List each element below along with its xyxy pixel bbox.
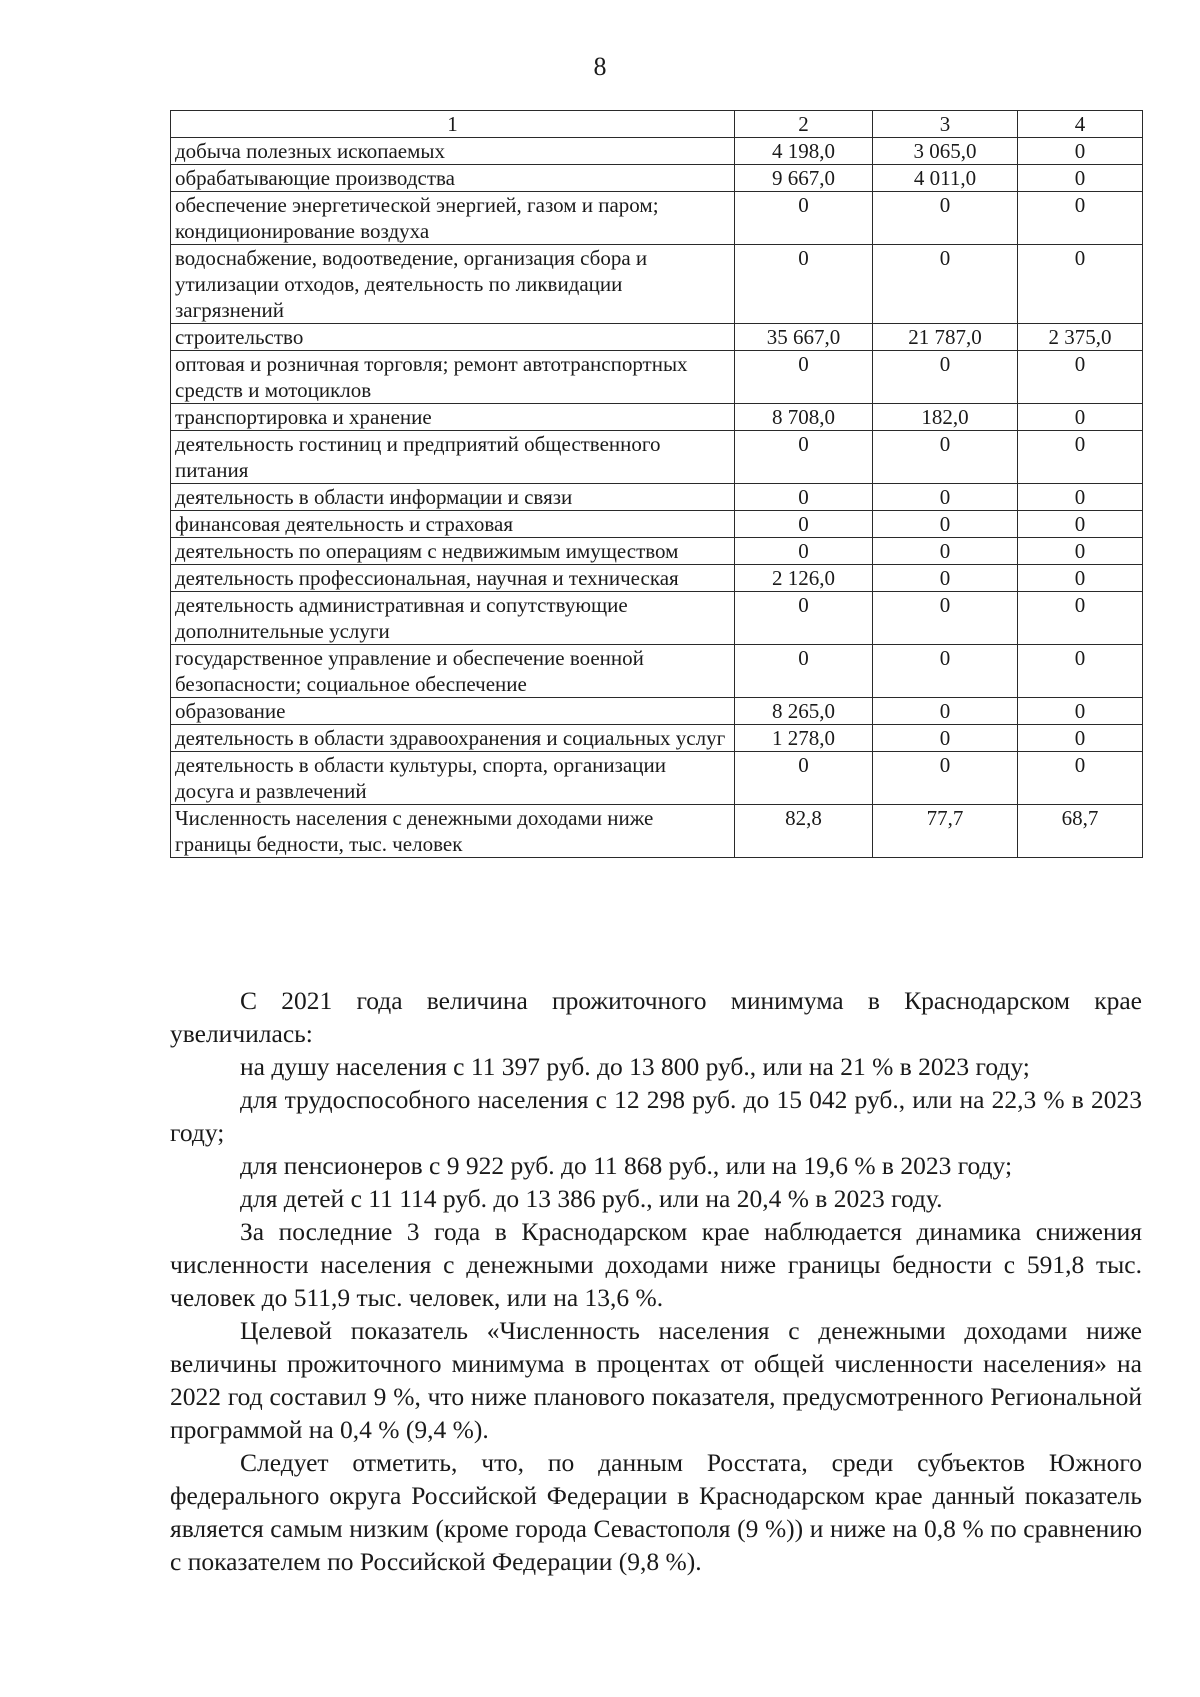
cell-col-3: 0 [873, 725, 1018, 752]
paragraph: для детей с 11 114 руб. до 13 386 руб., или на 20,4 % в 2023 году. [240, 1184, 943, 1213]
row-label: деятельность гостиниц и предприятий общественного питания [171, 431, 735, 484]
row-label: деятельность по операциям с недвижимым имуществом [171, 538, 735, 565]
row-label: образование [171, 698, 735, 725]
row-label: обеспечение энергетической энергией, газом и паром; кондиционирование воздуха [171, 192, 735, 245]
column-header-4: 4 [1018, 111, 1143, 138]
paragraph: Следует отметить, что, по данным Росстата, среди субъектов Южного федерального округа Российской Федерации в Краснодарском крае данный показатель является самым низким (кроме города Севастополя (9 %)) и ниже на 0,8 % по сравнению с показателем по Российской Федерации (9,8 %). [170, 1448, 1142, 1576]
row-label: деятельность административная и сопутствующие дополнительные услуги [171, 592, 735, 645]
cell-col-4: 0 [1018, 165, 1143, 192]
table-row [171, 138, 1143, 165]
row-label: финансовая деятельность и страховая [171, 511, 735, 538]
table-row [171, 592, 1143, 645]
cell-col-2: 4 198,0 [735, 138, 873, 165]
row-label: добыча полезных ископаемых [171, 138, 735, 165]
row-label: строительство [171, 324, 735, 351]
cell-col-4: 0 [1018, 351, 1143, 404]
cell-col-4: 0 [1018, 484, 1143, 511]
cell-col-2: 9 667,0 [735, 165, 873, 192]
table-row [171, 324, 1143, 351]
table-row [171, 404, 1143, 431]
row-label: деятельность профессиональная, научная и техническая [171, 565, 735, 592]
table-row [171, 805, 1143, 858]
cell-col-4: 0 [1018, 538, 1143, 565]
paragraph: для трудоспособного населения с 12 298 руб. до 15 042 руб., или на 22,3 % в 2023 году; [170, 1085, 1142, 1147]
cell-col-3: 4 011,0 [873, 165, 1018, 192]
row-label: Численность населения с денежными доходами ниже границы бедности, тыс. человек [171, 805, 735, 858]
cell-col-2: 8 265,0 [735, 698, 873, 725]
row-label: транспортировка и хранение [171, 404, 735, 431]
data-table [170, 110, 1143, 858]
cell-col-3: 21 787,0 [873, 324, 1018, 351]
body-text [170, 984, 1142, 1578]
cell-col-4: 0 [1018, 138, 1143, 165]
cell-col-2: 0 [735, 431, 873, 484]
cell-col-3: 0 [873, 752, 1018, 805]
column-header-3: 3 [873, 111, 1018, 138]
cell-col-4: 0 [1018, 565, 1143, 592]
cell-col-4: 0 [1018, 404, 1143, 431]
cell-col-2: 0 [735, 245, 873, 324]
paragraph: За последние 3 года в Краснодарском крае наблюдается динамика снижения численности населения с денежными доходами ниже границы бедности с 591,8 тыс. человек до 511,9 тыс. человек, или на 13,6 %. [170, 1217, 1142, 1312]
cell-col-3: 0 [873, 192, 1018, 245]
table-row [171, 245, 1143, 324]
paragraph: Целевой показатель «Численность населения с денежными доходами ниже величины прожиточного минимума в процентах от общей численности населения» на 2022 год составил 9 %, что ниже планового показателя, предусмотренного Региональной программой на 0,4 % (9,4 %). [170, 1316, 1142, 1444]
cell-col-2: 0 [735, 511, 873, 538]
table-row [171, 645, 1143, 698]
cell-col-3: 0 [873, 565, 1018, 592]
cell-col-4: 0 [1018, 511, 1143, 538]
paragraph: на душу населения с 11 397 руб. до 13 800 руб., или на 21 % в 2023 году; [240, 1052, 1030, 1081]
cell-col-4: 0 [1018, 725, 1143, 752]
table-row [171, 538, 1143, 565]
row-label: государственное управление и обеспечение военной безопасности; социальное обеспечение [171, 645, 735, 698]
cell-col-3: 0 [873, 351, 1018, 404]
cell-col-2: 0 [735, 351, 873, 404]
paragraph: для пенсионеров с 9 922 руб. до 11 868 руб., или на 19,6 % в 2023 году; [240, 1151, 1013, 1180]
cell-col-2: 8 708,0 [735, 404, 873, 431]
cell-col-3: 3 065,0 [873, 138, 1018, 165]
cell-col-4: 0 [1018, 192, 1143, 245]
cell-col-3: 77,7 [873, 805, 1018, 858]
table-row [171, 484, 1143, 511]
column-header-2: 2 [735, 111, 873, 138]
cell-col-2: 0 [735, 538, 873, 565]
cell-col-2: 0 [735, 484, 873, 511]
table-header-row [171, 111, 1143, 138]
cell-col-4: 68,7 [1018, 805, 1143, 858]
cell-col-3: 0 [873, 431, 1018, 484]
table-row [171, 698, 1143, 725]
row-label: обрабатывающие производства [171, 165, 735, 192]
cell-col-3: 0 [873, 645, 1018, 698]
paragraph: С 2021 года величина прожиточного минимума в Краснодарском крае увеличилась: [170, 986, 1142, 1048]
cell-col-3: 0 [873, 484, 1018, 511]
cell-col-2: 0 [735, 752, 873, 805]
cell-col-3: 0 [873, 511, 1018, 538]
table-body [171, 138, 1143, 858]
column-header-1: 1 [171, 111, 735, 138]
table-row [171, 511, 1143, 538]
row-label: оптовая и розничная торговля; ремонт автотранспортных средств и мотоциклов [171, 351, 735, 404]
table-row [171, 351, 1143, 404]
table-row [171, 752, 1143, 805]
cell-col-4: 0 [1018, 698, 1143, 725]
cell-col-4: 0 [1018, 592, 1143, 645]
table-row [171, 431, 1143, 484]
row-label: деятельность в области культуры, спорта, организации досуга и развлечений [171, 752, 735, 805]
cell-col-2: 82,8 [735, 805, 873, 858]
cell-col-3: 0 [873, 245, 1018, 324]
cell-col-2: 0 [735, 592, 873, 645]
page-number: 8 [593, 52, 607, 81]
table-row [171, 192, 1143, 245]
table-row [171, 165, 1143, 192]
cell-col-4: 0 [1018, 752, 1143, 805]
cell-col-4: 0 [1018, 431, 1143, 484]
cell-col-3: 182,0 [873, 404, 1018, 431]
cell-col-2: 0 [735, 192, 873, 245]
row-label: деятельность в области информации и связи [171, 484, 735, 511]
cell-col-2: 0 [735, 645, 873, 698]
cell-col-3: 0 [873, 538, 1018, 565]
cell-col-2: 2 126,0 [735, 565, 873, 592]
cell-col-4: 0 [1018, 245, 1143, 324]
row-label: водоснабжение, водоотведение, организация сбора и утилизации отходов, деятельность по ликвидации загрязнений [171, 245, 735, 324]
cell-col-3: 0 [873, 592, 1018, 645]
cell-col-4: 2 375,0 [1018, 324, 1143, 351]
table-row [171, 725, 1143, 752]
cell-col-2: 1 278,0 [735, 725, 873, 752]
cell-col-3: 0 [873, 698, 1018, 725]
row-label: деятельность в области здравоохранения и социальных услуг [171, 725, 735, 752]
cell-col-2: 35 667,0 [735, 324, 873, 351]
cell-col-4: 0 [1018, 645, 1143, 698]
table-row [171, 565, 1143, 592]
